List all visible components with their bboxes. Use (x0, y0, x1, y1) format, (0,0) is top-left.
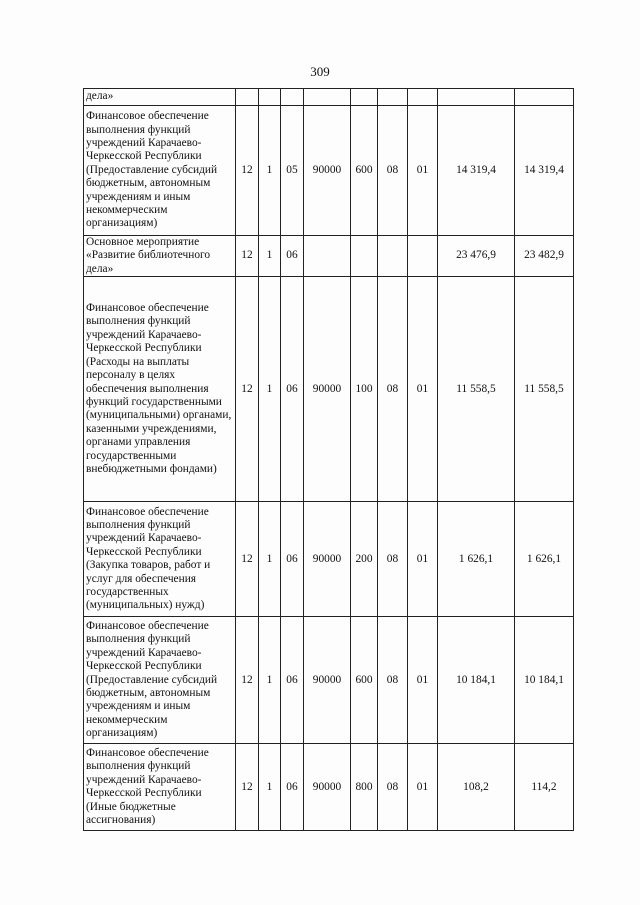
cell-code-4: 90000 (304, 744, 351, 831)
cell-code-2: 1 (259, 106, 281, 236)
cell-code-7: 01 (408, 106, 438, 236)
cell-code-7 (408, 236, 438, 277)
cell-code-4: 90000 (304, 106, 351, 236)
cell-code-5: 600 (351, 617, 378, 744)
cell-amount-1: 11 558,5 (438, 277, 515, 502)
cell-code-5: 100 (351, 277, 378, 502)
cell-code-4: 90000 (304, 277, 351, 502)
cell-code-2 (259, 89, 281, 106)
cell-code-5: 600 (351, 106, 378, 236)
row-description: Финансовое обеспечение выполнения функций учреждений Карачаево-Черкесской Республики (Закупка товаров, работ и услуг для обеспечения государственных (муниципальных) нужд) (84, 502, 236, 617)
cell-amount-1: 10 184,1 (438, 617, 515, 744)
table-row (84, 89, 574, 106)
cell-code-7: 01 (408, 617, 438, 744)
cell-code-3: 05 (281, 106, 304, 236)
cell-code-1: 12 (236, 502, 259, 617)
cell-code-2: 1 (259, 236, 281, 277)
cell-code-1 (236, 89, 259, 106)
cell-amount-1 (438, 89, 515, 106)
cell-amount-2: 11 558,5 (515, 277, 574, 502)
cell-code-5: 800 (351, 744, 378, 831)
cell-code-1: 12 (236, 744, 259, 831)
cell-code-4 (304, 236, 351, 277)
cell-code-5: 200 (351, 502, 378, 617)
cell-code-6: 08 (378, 744, 408, 831)
cell-code-3: 06 (281, 744, 304, 831)
cell-amount-2: 114,2 (515, 744, 574, 831)
cell-code-6: 08 (378, 277, 408, 502)
cell-code-7: 01 (408, 277, 438, 502)
cell-code-2: 1 (259, 617, 281, 744)
row-description: дела» (84, 89, 236, 106)
cell-code-7 (408, 89, 438, 106)
cell-code-5 (351, 236, 378, 277)
cell-code-6: 08 (378, 502, 408, 617)
row-description: Финансовое обеспечение выполнения функций учреждений Карачаево-Черкесской Республики (Расходы на выплаты персоналу в целях обеспечения выполнения функций государственными (муниципальными) органами, казенными учреждениями, органами управления государственными внебюджетными фондами) (84, 277, 236, 502)
cell-amount-1: 108,2 (438, 744, 515, 831)
cell-code-6: 08 (378, 106, 408, 236)
cell-code-3: 06 (281, 236, 304, 277)
cell-code-1: 12 (236, 236, 259, 277)
cell-code-3 (281, 89, 304, 106)
cell-code-3: 06 (281, 502, 304, 617)
cell-amount-2: 10 184,1 (515, 617, 574, 744)
table-row (84, 277, 574, 502)
row-description: Финансовое обеспечение выполнения функций учреждений Карачаево-Черкесской Республики (Предоставление субсидий бюджетным, автономным учреждениям и иным некоммерческим организациям) (84, 106, 236, 236)
cell-amount-2: 1 626,1 (515, 502, 574, 617)
cell-code-6 (378, 89, 408, 106)
cell-code-4: 90000 (304, 502, 351, 617)
cell-amount-1: 1 626,1 (438, 502, 515, 617)
row-description: Основное мероприятие «Развитие библиотечного дела» (84, 236, 236, 277)
cell-code-4 (304, 89, 351, 106)
cell-amount-1: 14 319,4 (438, 106, 515, 236)
row-description: Финансовое обеспечение выполнения функций учреждений Карачаево-Черкесской Республики (Иные бюджетные ассигнования) (84, 744, 236, 831)
table-row (84, 617, 574, 744)
cell-code-6 (378, 236, 408, 277)
budget-table (83, 88, 574, 831)
cell-code-1: 12 (236, 617, 259, 744)
table-row (84, 236, 574, 277)
cell-code-1: 12 (236, 277, 259, 502)
cell-code-3: 06 (281, 617, 304, 744)
cell-code-1: 12 (236, 106, 259, 236)
cell-code-3: 06 (281, 277, 304, 502)
cell-code-7: 01 (408, 502, 438, 617)
cell-code-4: 90000 (304, 617, 351, 744)
cell-code-2: 1 (259, 502, 281, 617)
cell-amount-1: 23 476,9 (438, 236, 515, 277)
cell-code-2: 1 (259, 277, 281, 502)
cell-amount-2: 23 482,9 (515, 236, 574, 277)
cell-code-6: 08 (378, 617, 408, 744)
table-row (84, 502, 574, 617)
table-row (84, 744, 574, 831)
cell-code-2: 1 (259, 744, 281, 831)
cell-code-5 (351, 89, 378, 106)
row-description: Финансовое обеспечение выполнения функций учреждений Карачаево-Черкесской Республики (Предоставление субсидий бюджетным, автономным учреждениям и иным некоммерческим организациям) (84, 617, 236, 744)
table-row (84, 106, 574, 236)
page-number: 309 (310, 64, 330, 79)
cell-code-7: 01 (408, 744, 438, 831)
cell-amount-2: 14 319,4 (515, 106, 574, 236)
cell-amount-2 (515, 89, 574, 106)
